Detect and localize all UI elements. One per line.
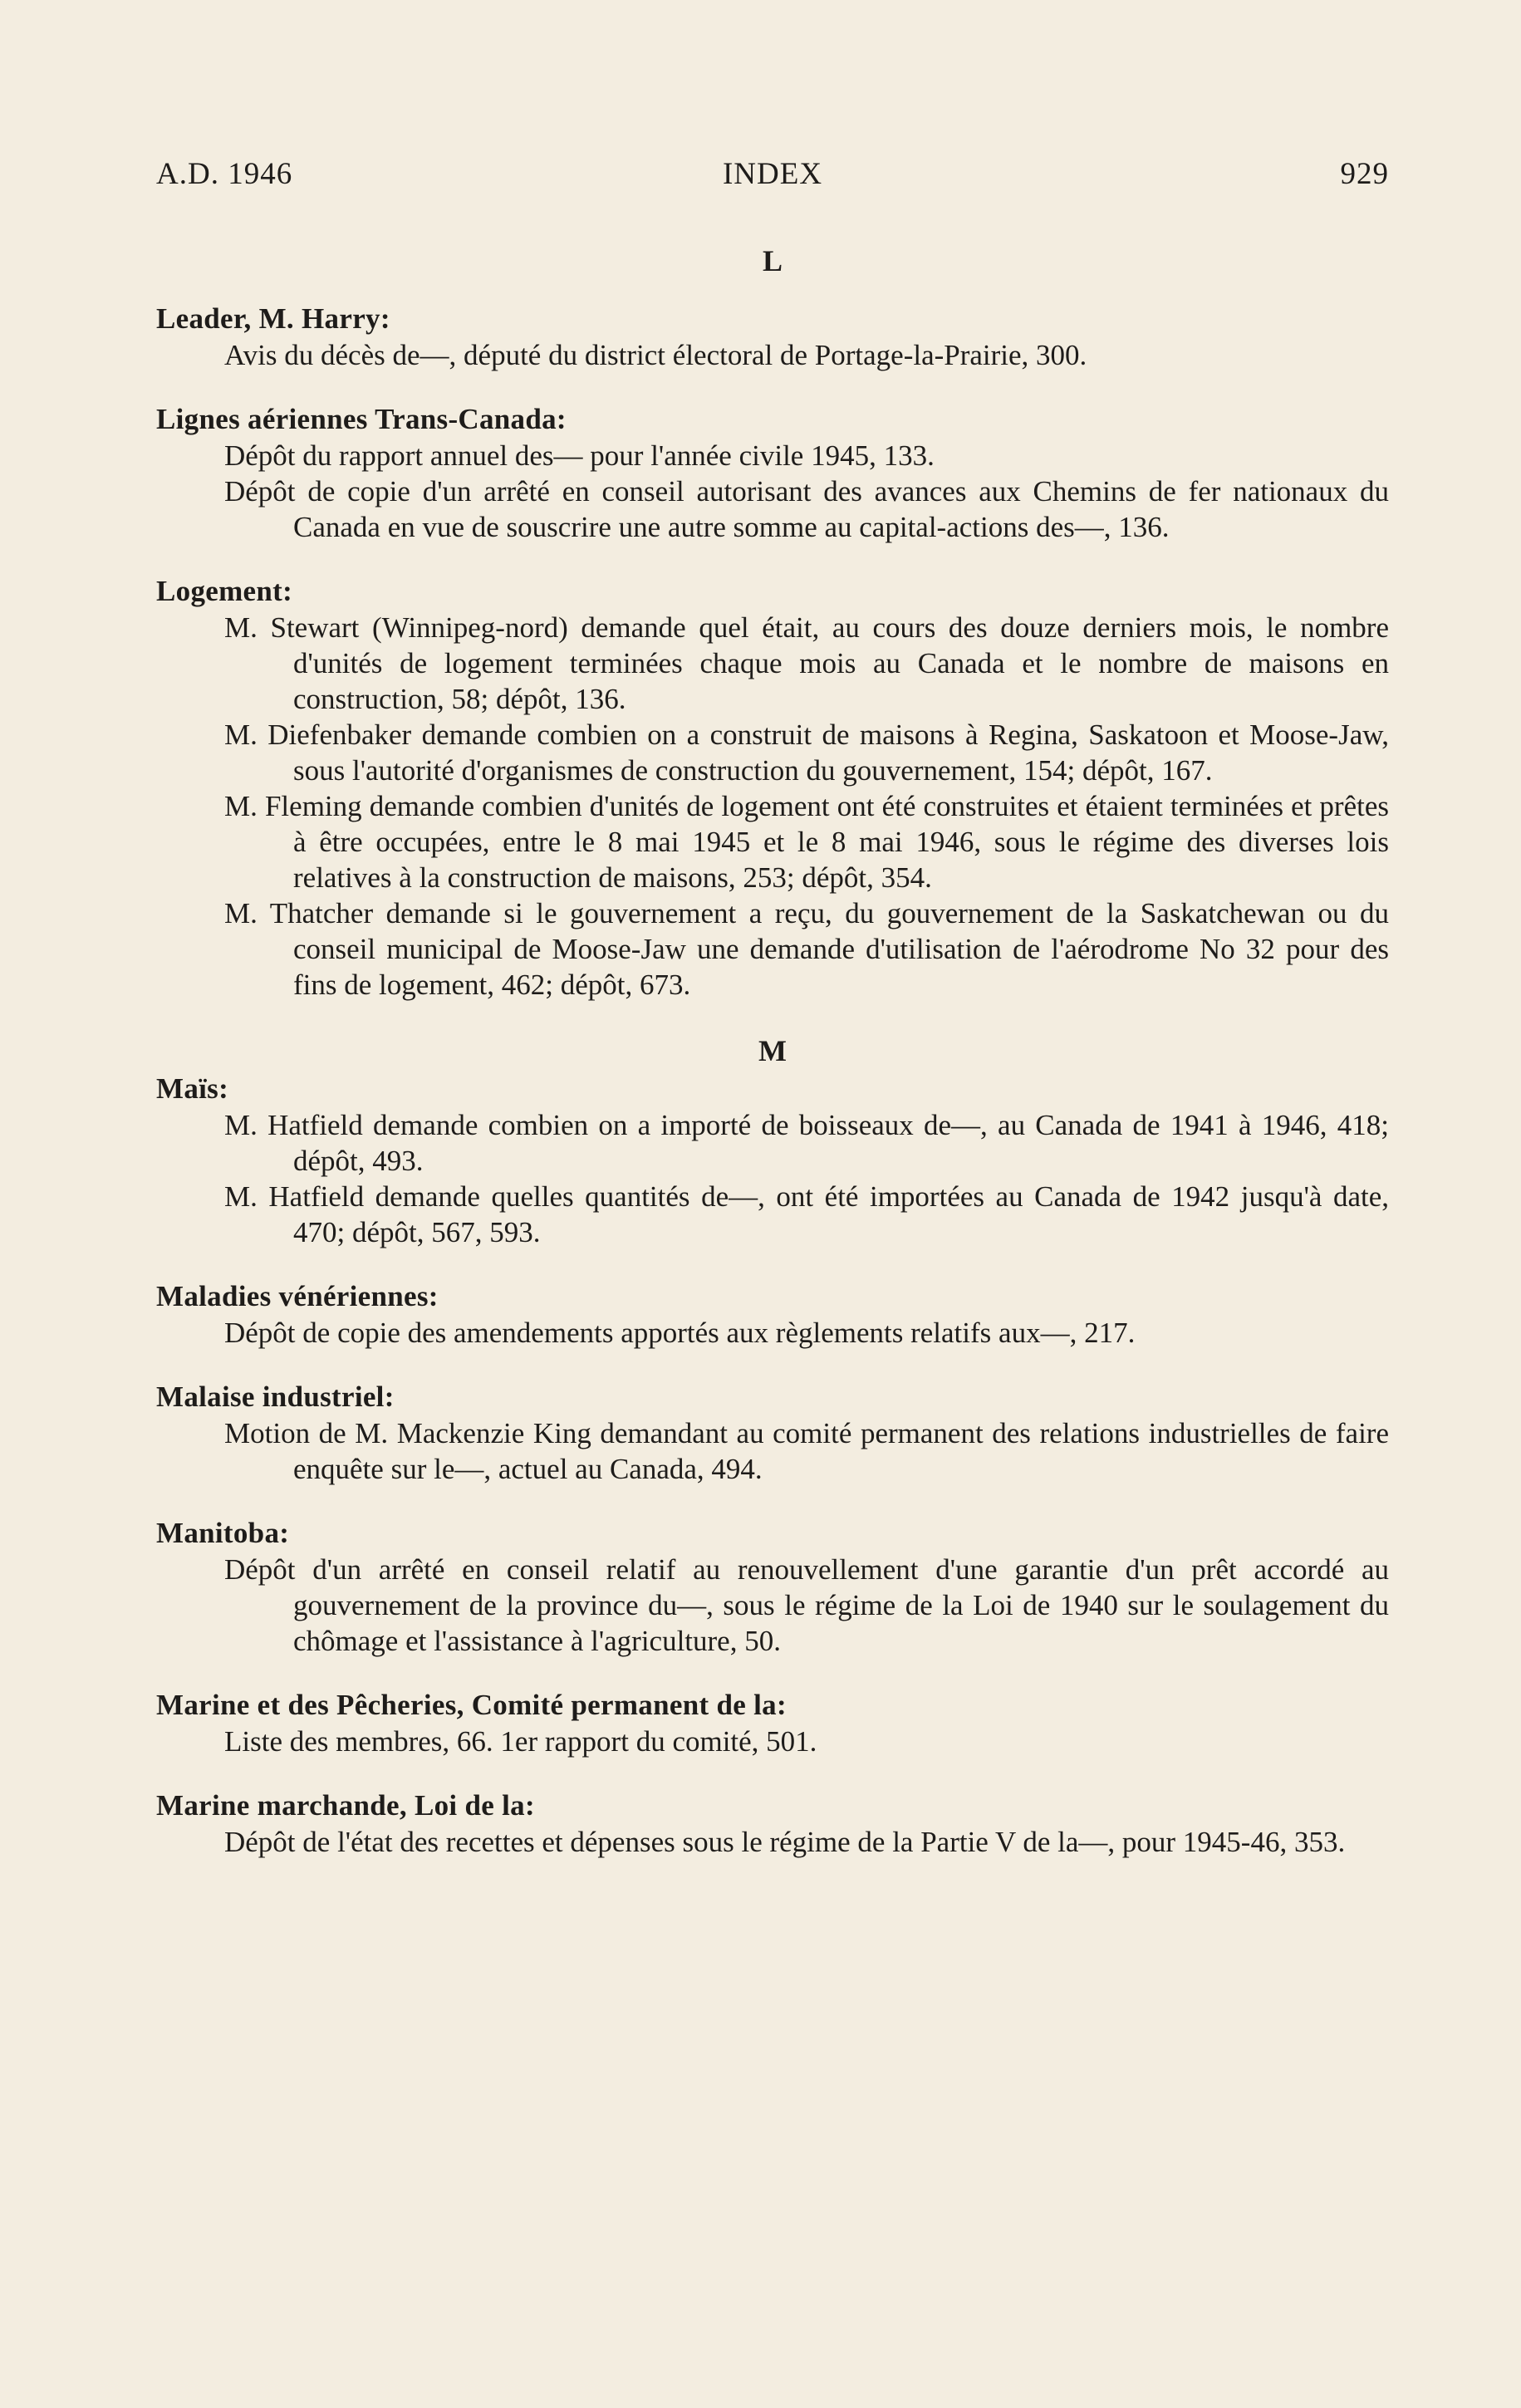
entry-heading: Marine marchande, Loi de la: <box>156 1789 535 1822</box>
entry-heading: Manitoba: <box>156 1517 290 1549</box>
entry-item: Avis du décès de—, député du district électoral de Portage-la-Prairie, 300. <box>224 339 1087 371</box>
entry-heading: Logement: <box>156 575 293 607</box>
entry-heading: Leader, M. Harry: <box>156 302 390 335</box>
index-entry <box>156 1687 1389 1759</box>
running-head <box>156 156 1389 198</box>
index-entry <box>156 401 1389 545</box>
entry-item: M. Stewart (Winnipeg-nord) demande quel était, au cours des douze derniers mois, le nombre d'unités de logement terminées chaque mois au Canada et le nombre de maisons en construction, 58; dépôt, 136. <box>224 611 1389 715</box>
index-content <box>156 241 1389 1888</box>
entry-heading: Marine et des Pêcheries, Comité permanent de la: <box>156 1689 787 1721</box>
entry-item: Dépôt de copie des amendements apportés aux règlements relatifs aux—, 217. <box>224 1317 1136 1349</box>
entry-item: Dépôt de copie d'un arrêté en conseil autorisant des avances aux Chemins de fer nationaux du Canada en vue de souscrire une autre somme au capital-actions des—, 136. <box>224 475 1389 543</box>
entry-item: Dépôt du rapport annuel des— pour l'année civile 1945, 133. <box>224 439 935 472</box>
header-title: INDEX <box>722 157 823 191</box>
index-entry <box>156 1379 1389 1487</box>
section-letter-m: M <box>758 1034 787 1067</box>
entry-item: Dépôt d'un arrêté en conseil relatif au renouvellement d'une garantie d'un prêt accordé au gouvernement de la province du—, sous le régime de la Loi de 1940 sur le soulagement du chômage et l'assistance à l'agriculture, 50. <box>224 1553 1389 1657</box>
index-entry <box>156 301 1389 373</box>
index-entry <box>156 1278 1389 1351</box>
entry-item: Dépôt de l'état des recettes et dépenses sous le régime de la Partie V de la—, pour 1945-46, 353. <box>224 1826 1346 1858</box>
header-year: A.D. 1946 <box>156 157 293 191</box>
page-number: 929 <box>1340 157 1389 191</box>
entry-item: M. Hatfield demande quelles quantités de—, ont été importées au Canada de 1942 jusqu'à date, 470; dépôt, 567, 593. <box>224 1180 1389 1248</box>
entry-item: M. Thatcher demande si le gouvernement a reçu, du gouvernement de la Saskatchewan ou du conseil municipal de Moose-Jaw une demande d'utilisation de l'aérodrome No 32 pour des fins de logement, 462; dépôt, 673. <box>224 897 1389 1001</box>
index-entry <box>156 1071 1389 1250</box>
entry-item: M. Fleming demande combien d'unités de logement ont été construites et étaient terminées et prêtes à être occupées, entre le 8 mai 1945 et le 8 mai 1946, sous le régime des diverses lois relatives à la construction de maisons, 253; dépôt, 354. <box>224 790 1389 894</box>
index-entry <box>156 1515 1389 1659</box>
entry-heading: Lignes aériennes Trans-Canada: <box>156 403 567 435</box>
entry-heading: Maladies vénériennes: <box>156 1280 439 1312</box>
index-entry <box>156 1788 1389 1860</box>
index-entry <box>156 573 1389 1003</box>
entry-heading: Maïs: <box>156 1072 229 1105</box>
entry-heading: Malaise industriel: <box>156 1381 395 1413</box>
entry-item: Liste des membres, 66. 1er rapport du comité, 501. <box>224 1725 817 1758</box>
section-letter-l: L <box>762 244 783 277</box>
entry-item: M. Diefenbaker demande combien on a construit de maisons à Regina, Saskatoon et Moose-Jaw, sous l'autorité d'organismes de construction du gouvernement, 154; dépôt, 167. <box>224 718 1389 787</box>
entry-item: M. Hatfield demande combien on a importé de boisseaux de—, au Canada de 1941 à 1946, 418; dépôt, 493. <box>224 1109 1389 1177</box>
entry-item: Motion de M. Mackenzie King demandant au comité permanent des relations industrielles de faire enquête sur le—, actuel au Canada, 494. <box>224 1417 1389 1485</box>
